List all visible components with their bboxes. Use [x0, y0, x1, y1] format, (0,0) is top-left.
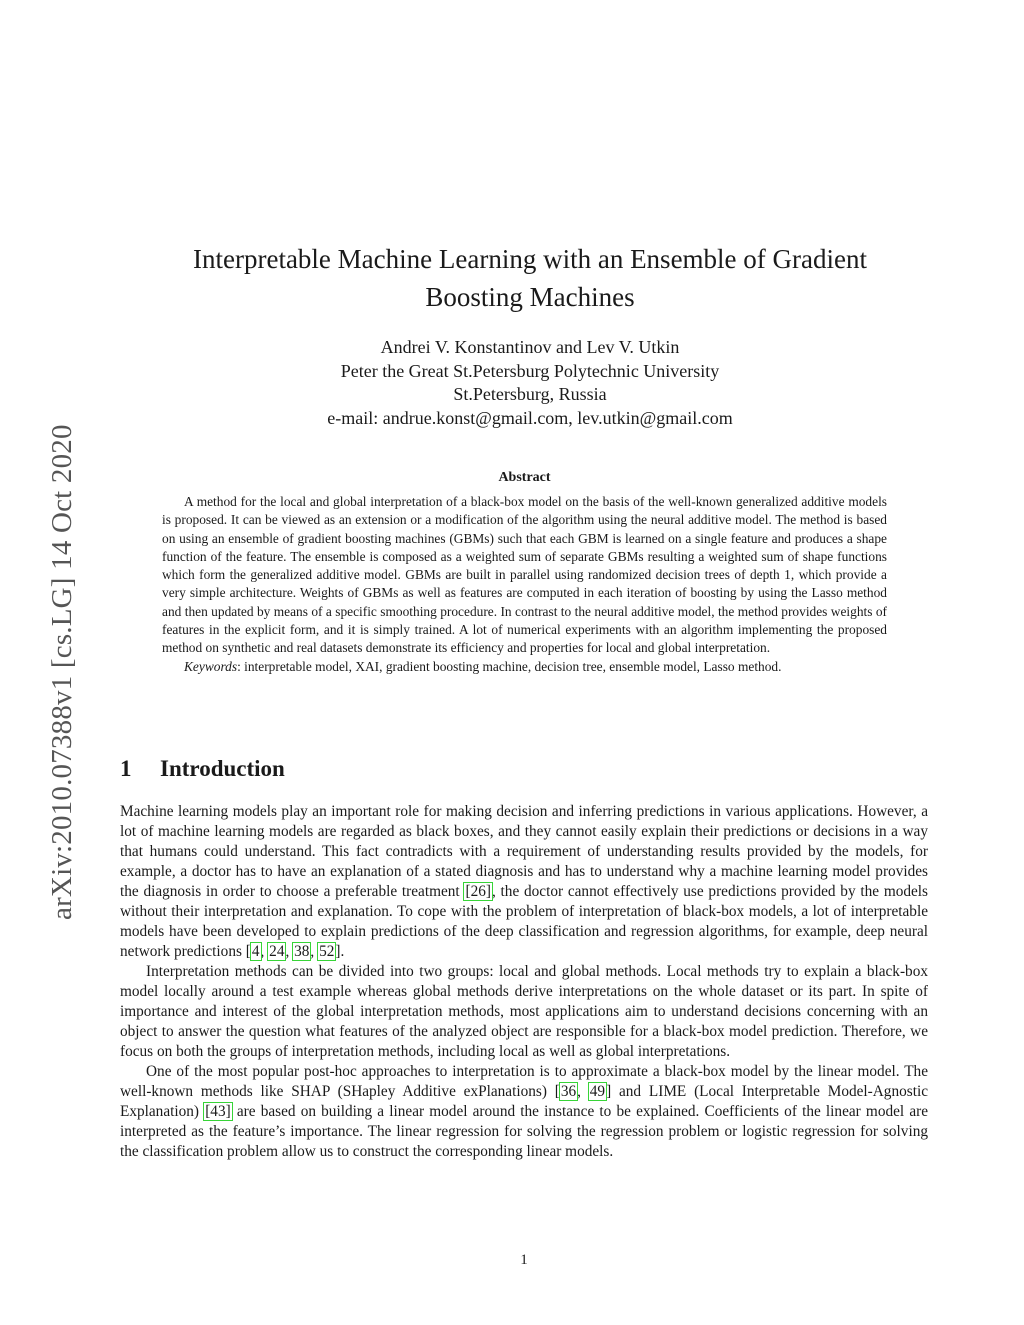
title-line-1: Interpretable Machine Learning with an Ensemble of Gradient: [193, 244, 867, 274]
keywords: [162, 658, 887, 676]
paragraph-3-text-c: are based on building a linear model around the instance to be explained. Coefficients of the linear model are interpreted as the feature’s importance. The linear regression for solving the regression problem or logistic regression for solving the classification problem allow us to construct the corresponding linear models.: [120, 1103, 928, 1160]
body-text: [120, 802, 928, 1162]
bracket-close: ]: [606, 1083, 612, 1100]
paragraph-1-text-b: , the doctor cannot effectively use predictions provided by the models without their interpretation and explanation. To cope with the problem of interpretation of black-box models, a lot of interpretable models have been developed to explain predictions of the deep classification and regression algorithms, for example, deep neural network predictions: [120, 883, 929, 960]
section-number: 1: [120, 756, 132, 781]
author-location: St.Petersburg, Russia: [453, 384, 607, 404]
keywords-text: : interpretable model, XAI, gradient boosting machine, decision tree, ensemble model, Lasso method.: [237, 658, 782, 674]
paragraph-3-text-a: One of the most popular post-hoc approaches to interpretation is to approximate a black-box model by the linear model. The well-known methods like SHAP (SHapley Additive exPlanations): [120, 1063, 928, 1100]
title-line-2: Boosting Machines: [425, 282, 635, 312]
section-title: Introduction: [160, 756, 285, 781]
citation-link[interactable]: 52: [319, 943, 335, 960]
citation-link[interactable]: 24: [269, 943, 285, 960]
citation-separator: ,: [577, 1083, 589, 1100]
citation-link[interactable]: [43]: [205, 1103, 231, 1120]
paragraph-1-text-a: Machine learning models play an important role for making decision and inferring predictions in various applications. However, a lot of machine learning models are regarded as black boxes, and they cannot easily explain their predictions or decisions in a way that humans could understand. This fact contradicts with a requirement of understanding results provided by the models, for example, a doctor has to have an explanation of a stated diagnosis and has to understand why a machine learning model provides the diagnosis in order to choose a preferable treatment: [120, 803, 928, 900]
abstract-text: A method for the local and global interpretation of a black-box model on the basis of the well-known generalized additive models is proposed. It can be viewed as an extension or a modification of the algorithm using the neural additive model. The method is based on using an ensemble of gradient boosting machines (GBMs) such that each GBM is learned on a single feature and produces a shape function of the feature. The ensemble is composed as a weighted sum of separate GBMs resulting a weighted sum of shape functions which form the generalized additive model. GBMs are built in parallel using randomized decision trees of depth 1, which provide a very simple architecture. Weights of GBMs as well as features are computed in each iteration of boosting by using the Lasso method and then updated by means of a specific smoothing procedure. In contrast to the neural additive model, the method provides weights of features in the explicit form, and it is simply trained. A lot of numerical experiments with an algorithm implementing the proposed method on synthetic and real datasets demonstrate its efficiency and properties for local and global interpretation.: [162, 494, 887, 656]
paragraph-3-text-b: and LIME (Local Interpretable Model-Agnostic Explanation): [120, 1083, 928, 1120]
author-email: e-mail: andrue.konst@gmail.com, lev.utkin@gmail.com: [327, 407, 733, 428]
citation-link[interactable]: 49: [589, 1083, 606, 1100]
keywords-label: Keywords: [184, 658, 238, 674]
citation-separator: ,: [260, 943, 269, 960]
author-affiliation: Peter the Great St.Petersburg Polytechnic University: [340, 360, 720, 381]
abstract: [162, 493, 887, 676]
citation-number: 43: [210, 1103, 226, 1120]
citation-link[interactable]: 4: [251, 943, 260, 960]
paper-title: [140, 240, 920, 316]
bracket-open: [: [554, 1083, 560, 1100]
citation-separator: ,: [310, 943, 319, 960]
citation-link[interactable]: 38: [294, 943, 310, 960]
citation-separator: ,: [285, 943, 294, 960]
bracket-open: [: [245, 943, 251, 960]
paragraph-2: Interpretation methods can be divided into two groups: local and global methods. Local methods try to explain a black-box model locally around a test example whereas global methods derive interpretations on the whole dataset or its part. In spite of importance and interest of the global interpretation methods, most applications aim to understand decisions concerning with an object to answer the question what features of the analyzed object are responsible for a black-box model prediction. Therefore, we focus on both the groups of interpretation methods, including local as well as global interpretations.: [120, 963, 928, 1060]
citation-number: 26: [470, 883, 486, 900]
bracket-close: ].: [335, 943, 345, 960]
citation-link[interactable]: 36: [560, 1083, 577, 1100]
author-names: Andrei V. Konstantinov and Lev V. Utkin: [380, 337, 680, 357]
paragraph-1: [120, 802, 928, 962]
paragraph-3: [120, 1062, 928, 1162]
arxiv-identifier: arXiv:2010.07388v1 [cs.LG] 14 Oct 2020: [46, 424, 78, 920]
citation-link[interactable]: [26]: [465, 883, 491, 900]
abstract-heading: Abstract: [498, 470, 551, 485]
section-heading: [120, 756, 285, 782]
author-block: [140, 336, 920, 430]
page-number: 1: [520, 1252, 528, 1268]
